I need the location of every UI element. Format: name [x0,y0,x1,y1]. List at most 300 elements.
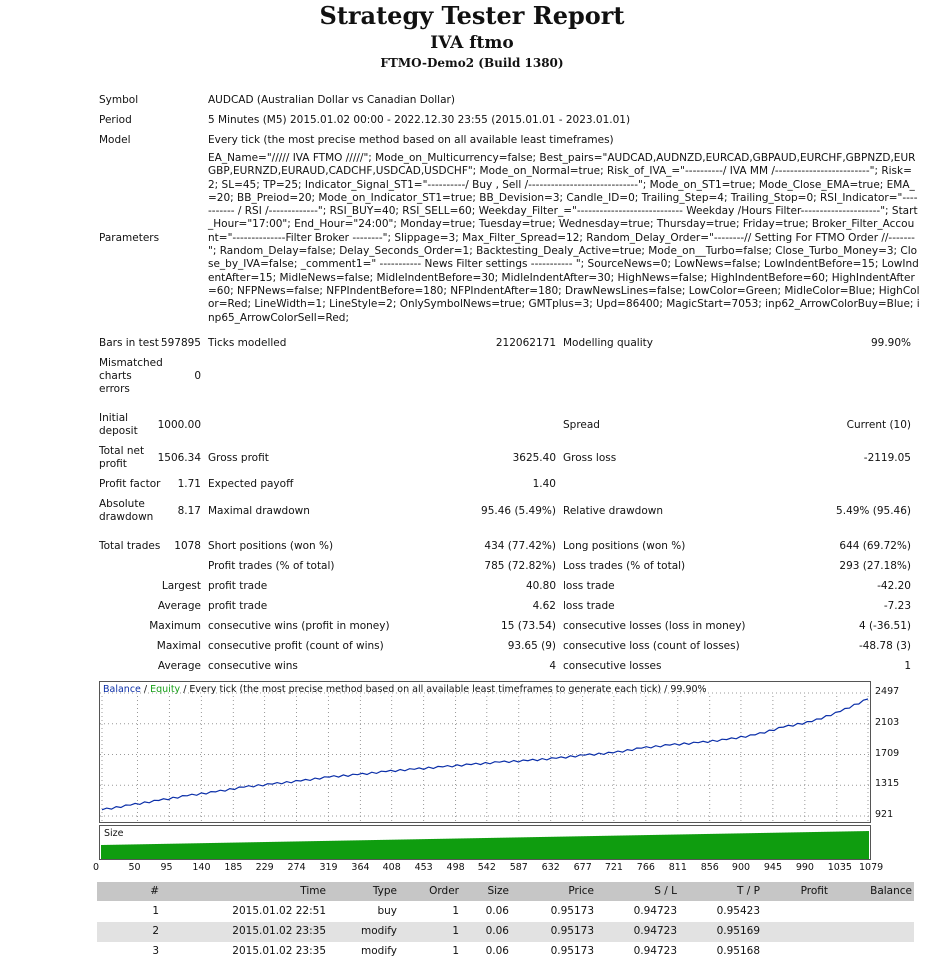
x-tick-label: 990 [795,862,814,873]
size-bar [860,831,863,859]
size-bar [389,840,392,859]
size-bar [110,845,113,859]
size-bar [557,837,560,859]
size-bar [671,835,674,859]
size-bar [152,844,155,859]
size-bar [140,844,143,859]
size-bar [827,832,830,859]
size-bar [842,831,845,859]
size-bar [638,835,641,859]
size-bar [167,844,170,859]
size-bar [722,834,725,859]
size-bar [653,835,656,859]
max-consec-wins-label: consecutive wins (profit in money) [208,620,390,632]
size-bar [743,833,746,859]
size-bar [464,838,467,859]
largest-label: Largest [161,580,201,592]
size-bar [833,832,836,859]
quality-value: 99.90% [870,337,911,349]
size-bar [830,832,833,859]
size-bar [320,841,323,859]
size-bar [410,839,413,859]
size-bar [251,842,254,859]
size-bar [197,843,200,859]
size-bar [335,841,338,859]
profit-trades-value: 785 (72.82%) [484,560,556,572]
size-bar [218,843,221,859]
ticks-label: Ticks modelled [208,337,287,349]
size-bar [113,845,116,859]
size-bar [323,841,326,859]
size-bar [689,834,692,859]
largest-loss-trade-label: loss trade [563,580,615,592]
size-bar [788,832,791,859]
size-bar [482,838,485,859]
size-bar [740,833,743,859]
size-bar [371,840,374,859]
size-bar [305,841,308,859]
size-bar [650,835,653,859]
size-bar [467,838,470,859]
size-bar [299,841,302,859]
size-bar [362,840,365,859]
size-bar [440,839,443,859]
size-bar [203,843,206,859]
size-bar [287,842,290,859]
size-bar [392,840,395,859]
table-row [97,902,914,922]
mismatch-label-2: charts [99,370,132,382]
size-bar [746,833,749,859]
size-bar [518,837,521,859]
size-bar [194,843,197,859]
size-bar [275,842,278,859]
size-bar [434,839,437,859]
loss-trades-label: Loss trades (% of total) [563,560,686,572]
size-bar [488,838,491,859]
size-bar [176,844,179,859]
size-panel [99,825,871,860]
period-value: 5 Minutes (M5) 2015.01.02 00:00 - 2022.12.30 23:55 (2015.01.01 - 2023.01.01) [208,114,631,126]
size-bar [698,834,701,859]
table-cell: 2015.01.02 23:35 [232,945,326,957]
size-bar [647,835,650,859]
max-consec-losses-value: 4 (-36.51) [858,620,911,632]
size-bar [824,832,827,859]
size-bar [338,841,341,859]
maximal-label: Maximal [156,640,201,652]
size-bar [380,840,383,859]
size-bar [677,834,680,859]
size-bar [359,840,362,859]
table-cell: 2015.01.02 23:35 [232,925,326,937]
x-tick-label: 140 [192,862,211,873]
spread-value: Current (10) [846,419,911,431]
size-bar [764,833,767,859]
expected-payoff-value: 1.40 [532,478,556,490]
table-cell: 0.95169 [716,925,760,937]
size-bar [431,839,434,859]
table-cell: 2015.01.02 22:51 [232,905,326,917]
expected-payoff-label: Expected payoff [208,478,294,490]
largest-profit-trade-label: profit trade [208,580,268,592]
size-bar [212,843,215,859]
x-tick-label: 364 [351,862,370,873]
short-positions-value: 434 (77.42%) [484,540,556,552]
table-cell: 0.06 [485,905,509,917]
average-profit-trade-value: 4.62 [532,600,556,612]
legend-balance: Balance [103,684,141,695]
column-header: Order [429,885,459,897]
size-bar [851,831,854,859]
size-bar [605,836,608,859]
abs-drawdown-label-2: drawdown [99,511,154,523]
size-bar [701,834,704,859]
symbol-label: Symbol [99,94,139,106]
size-bar [854,831,857,859]
size-bar [674,835,677,859]
size-bar [395,840,398,859]
size-bar [545,837,548,859]
size-bar [182,844,185,859]
size-bar [503,838,506,859]
size-bar [386,840,389,859]
table-cell: 0.94723 [633,925,677,937]
size-bar [755,833,758,859]
size-bar [143,844,146,859]
size-bar [776,833,779,859]
size-bar [845,831,848,859]
size-bar [614,836,617,859]
table-cell: 0.95173 [550,945,594,957]
size-bar [617,836,620,859]
size-bar [302,841,305,859]
size-bar [641,835,644,859]
size-bar [839,832,842,859]
size-bar [344,841,347,859]
maximal-consec-loss-label: consecutive loss (count of losses) [563,640,740,652]
size-bar [806,832,809,859]
size-bar [692,834,695,859]
net-profit-label-1: Total net [99,445,145,457]
size-bar [146,844,149,859]
deposit-value: 1000.00 [157,419,201,431]
mismatch-label-3: errors [99,383,130,395]
size-bar [716,834,719,859]
size-bar [737,833,740,859]
size-bar [782,833,785,859]
table-cell: 0.94723 [633,905,677,917]
size-bar [455,839,458,859]
size-bar [599,836,602,859]
size-bar [548,837,551,859]
maximum-label: Maximum [149,620,201,632]
size-bar [308,841,311,859]
x-tick-label: 766 [636,862,655,873]
size-bar [602,836,605,859]
size-bar [290,842,293,859]
balance-plot [100,682,870,822]
size-bar [707,834,710,859]
size-bar [524,837,527,859]
column-header: Size [487,885,509,897]
table-cell: 1 [452,925,459,937]
size-bar [188,843,191,859]
size-bar [626,835,629,859]
size-bar [713,834,716,859]
size-bar [200,843,203,859]
x-tick-label: 856 [700,862,719,873]
period-label: Period [99,114,132,126]
size-bar [506,838,509,859]
long-positions-value: 644 (69.72%) [839,540,911,552]
average-profit-trade-label: profit trade [208,600,268,612]
size-bar [512,837,515,859]
table-cell: 1 [152,905,159,917]
size-bar [809,832,812,859]
size-bar [773,833,776,859]
size-bar [710,834,713,859]
table-cell: 2 [152,925,159,937]
bars-label: Bars in test [99,337,159,349]
size-bar [368,840,371,859]
gross-loss-label: Gross loss [563,452,617,464]
size-bar [848,831,851,859]
table-cell: buy [377,905,397,917]
column-header: T / P [737,885,760,897]
size-bar [443,839,446,859]
y-tick-label: 2497 [875,686,900,697]
size-bar [155,844,158,859]
size-bar [533,837,536,859]
avg-consec-wins-value: 4 [549,660,556,672]
size-bar [719,834,722,859]
table-cell: 0.06 [485,945,509,957]
size-bar [419,839,422,859]
size-bar [377,840,380,859]
table-cell: modify [361,925,397,937]
size-bar [266,842,269,859]
size-bar [530,837,533,859]
size-bar [494,838,497,859]
size-bar [332,841,335,859]
table-cell: 0.95173 [550,925,594,937]
size-bar [779,833,782,859]
x-tick-label: 900 [731,862,751,873]
size-bar [734,833,737,859]
size-bar [314,841,317,859]
size-bar [500,838,503,859]
size-bar [479,838,482,859]
rel-drawdown-value: 5.49% (95.46) [836,505,911,517]
symbol-value: AUDCAD (Australian Dollar vs Canadian Dollar) [208,94,455,106]
size-bar [725,834,728,859]
size-bar [341,841,344,859]
size-bar [596,836,599,859]
size-bar [578,836,581,859]
legend-separator: / [140,684,151,695]
size-bar [461,838,464,859]
table-row [97,922,914,942]
size-bar [107,845,110,859]
x-tick-label: 945 [763,862,782,873]
quality-label: Modelling quality [563,337,653,349]
maximal-consec-profit-value: 93.65 (9) [507,640,556,652]
size-bar [425,839,428,859]
size-bar [206,843,209,859]
size-bar [761,833,764,859]
ea-name: IVA ftmo [430,33,514,53]
size-bar [374,840,377,859]
size-bar [101,845,104,859]
size-bar [185,843,188,859]
size-bar [608,836,611,859]
size-bar [191,843,194,859]
size-bar [398,840,401,859]
size-bar [215,843,218,859]
average-loss-trade-label: loss trade [563,600,615,612]
size-bar [752,833,755,859]
avg-consec-losses-label: consecutive losses [563,660,662,672]
size-bar [476,838,479,859]
size-bar [542,837,545,859]
size-bar [407,839,410,859]
avg-consec-wins-label: consecutive wins [208,660,298,672]
legend-equity: Equity [150,684,181,695]
size-bar [128,844,131,859]
size-bar [785,833,788,859]
size-bar [413,839,416,859]
size-bar [311,841,314,859]
column-header: Profit [800,885,828,897]
report-title: Strategy Tester Report [319,1,625,30]
average-loss-trade-value: -7.23 [883,600,911,612]
size-bar [137,844,140,859]
max-drawdown-label: Maximal drawdown [208,505,310,517]
table-cell: 3 [152,945,159,957]
x-tick-label: 498 [446,862,465,873]
size-bar [800,832,803,859]
abs-drawdown-label-1: Absolute [99,498,145,510]
size-bar [269,842,272,859]
size-bar [566,837,569,859]
size-bar [170,844,173,859]
size-bar [695,834,698,859]
table-cell: modify [361,945,397,957]
size-bar [242,842,245,859]
size-bar [458,838,461,859]
size-bar [125,845,128,859]
size-bar [227,843,230,859]
size-bar [791,832,794,859]
size-bar [620,836,623,859]
y-tick-label: 1315 [875,778,900,790]
size-bar [149,844,152,859]
size-bar [593,836,596,859]
size-bar [281,842,284,859]
x-tick-label: 632 [541,862,560,873]
size-bar [401,840,404,859]
size-bar [365,840,368,859]
size-bar [245,842,248,859]
size-bar [221,843,224,859]
size-bar [497,838,500,859]
y-tick-label: 1709 [875,747,900,759]
size-bar [515,837,518,859]
gross-profit-label: Gross profit [208,452,269,464]
size-bar [452,839,455,859]
column-header: S / L [654,885,677,897]
size-bar [590,836,593,859]
profit-trades-label: Profit trades (% of total) [208,560,335,572]
column-header: Balance [870,885,912,897]
size-bar [116,845,119,859]
size-bar [224,843,227,859]
gross-profit-value: 3625.40 [512,452,556,464]
size-bar [446,839,449,859]
size-bar [815,832,818,859]
ticks-value: 212062171 [495,337,556,349]
max-consec-wins-value: 15 (73.54) [501,620,556,632]
gross-loss-value: -2119.05 [863,452,911,464]
size-bar [770,833,773,859]
x-tick-label: 811 [668,862,687,873]
size-bar [758,833,761,859]
avg-consec-losses-value: 1 [904,660,911,672]
size-bar [485,838,488,859]
table-cell: 0.06 [485,925,509,937]
model-value: Every tick (the most precise method based on all available least timeframes) [208,134,614,146]
short-positions-label: Short positions (won %) [208,540,334,552]
size-bar [797,832,800,859]
size-bar [416,839,419,859]
size-bar [437,839,440,859]
size-bar [284,842,287,859]
size-label: Size [104,828,124,839]
x-tick-label: 721 [604,862,623,873]
size-bar [728,834,731,859]
size-bar [230,843,233,859]
balance-chart [99,681,871,823]
size-bar [248,842,251,859]
size-bar [803,832,806,859]
size-bar [704,834,707,859]
size-bar [263,842,266,859]
size-bar [296,841,299,859]
profit-factor-value: 1.71 [177,478,201,490]
x-tick-label: 1035 [827,862,852,873]
x-tick-label: 95 [160,862,173,873]
y-tick-label: 921 [875,809,894,820]
size-bar [554,837,557,859]
size-bar [572,836,575,859]
loss-trades-value: 293 (27.18%) [839,560,911,572]
size-bar [404,839,407,859]
size-bar [179,844,182,859]
server-build: FTMO-Demo2 (Build 1380) [380,56,564,70]
size-bar [509,838,512,859]
size-bar [821,832,824,859]
size-bar [104,845,107,859]
size-bar [635,835,638,859]
size-bar [422,839,425,859]
net-profit-value: 1506.34 [157,452,201,464]
size-bar [536,837,539,859]
x-tick-label: 50 [128,862,141,873]
size-bar [659,835,662,859]
size-bar [818,832,821,859]
size-bar [836,832,839,859]
